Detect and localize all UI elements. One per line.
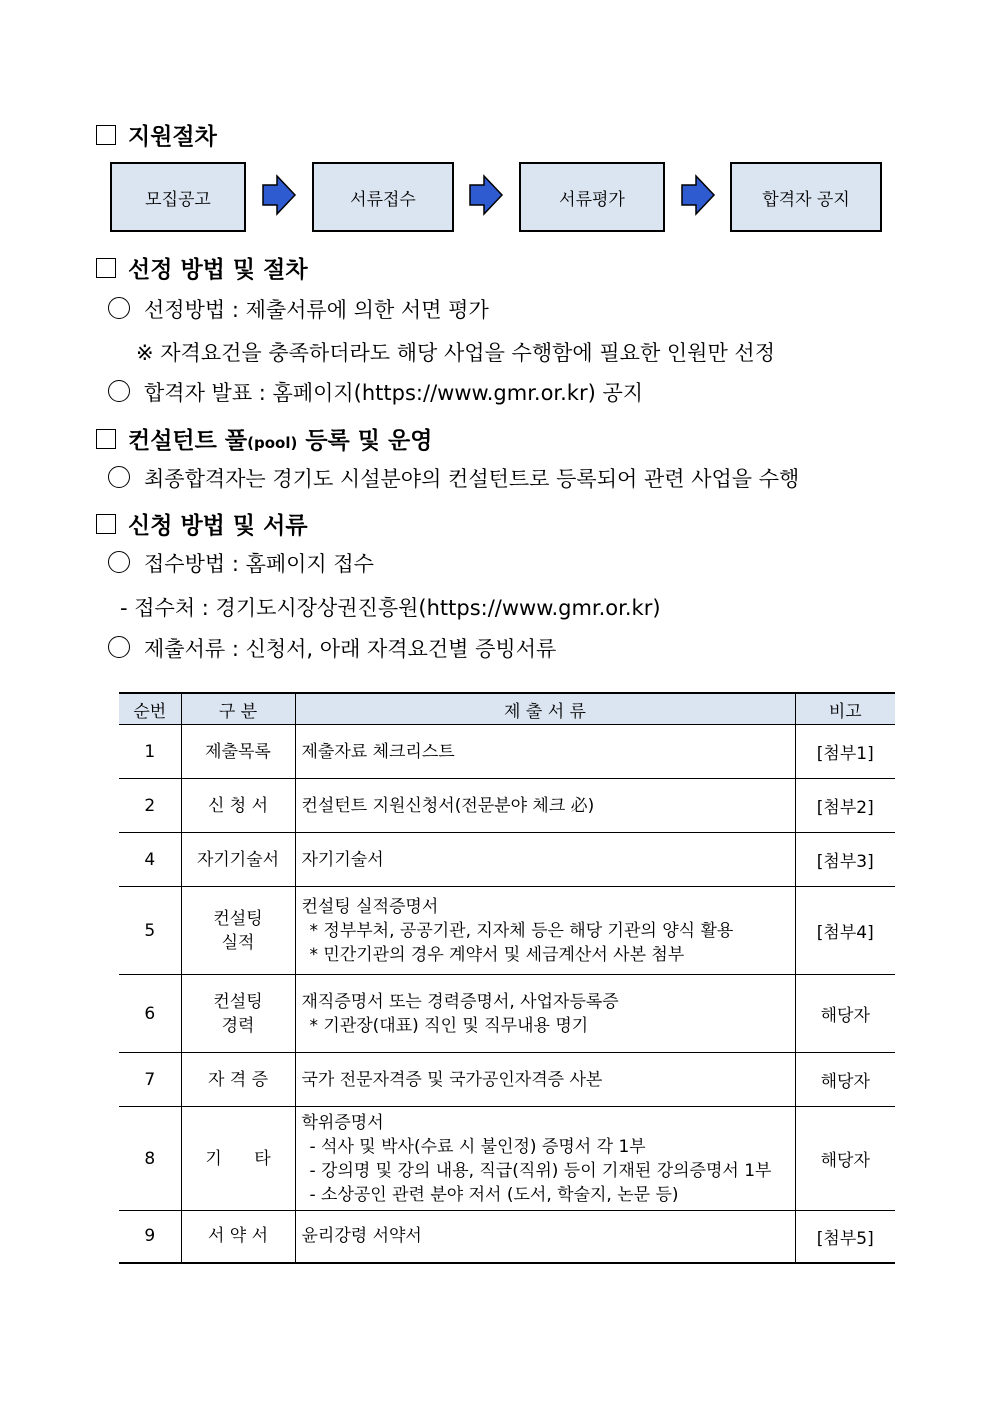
row-category bbox=[181, 779, 295, 833]
row-category bbox=[181, 1053, 295, 1107]
document-line: - 소상공인 관련 분야 저서 (도서, 학술지, 논문 등) bbox=[309, 1184, 679, 1205]
row-note: [첨부3] bbox=[795, 833, 895, 887]
row-note: 해당자 bbox=[795, 1053, 895, 1107]
table-row bbox=[119, 1053, 895, 1107]
flow-step-1 bbox=[110, 162, 246, 232]
document-line: 학위증명서 bbox=[301, 1112, 384, 1133]
row-number: 1 bbox=[119, 725, 181, 779]
row-number: 7 bbox=[119, 1053, 181, 1107]
category-line: 실적 bbox=[221, 932, 255, 953]
circle-bullet-icon bbox=[108, 466, 130, 488]
row-documents bbox=[295, 1211, 795, 1263]
selection-announce-text: 합격자 발표 : 홈페이지(https://www.gmr.or.kr) 공지 bbox=[144, 381, 644, 405]
section-heading-pool bbox=[96, 422, 432, 455]
row-category bbox=[181, 1107, 295, 1211]
table-header-row bbox=[119, 693, 895, 725]
row-documents bbox=[295, 975, 795, 1053]
apply-place bbox=[120, 592, 661, 622]
header-note: 비고 bbox=[795, 693, 895, 725]
row-category bbox=[181, 725, 295, 779]
header-documents: 제 출 서 류 bbox=[295, 693, 795, 725]
selection-method bbox=[108, 294, 489, 324]
document-line: 컨설팅 실적증명서 bbox=[301, 896, 439, 917]
row-number: 4 bbox=[119, 833, 181, 887]
apply-docs bbox=[108, 633, 556, 663]
section-heading-selection bbox=[96, 251, 308, 284]
document-line: 자기기술서 bbox=[301, 849, 384, 870]
flow-step-4 bbox=[730, 162, 882, 232]
header-no: 순번 bbox=[119, 693, 181, 725]
heading-text: 컨설턴트 풀 bbox=[128, 428, 248, 454]
category-line: 컨설팅 bbox=[213, 908, 263, 929]
category-line: 자기기술서 bbox=[196, 849, 280, 870]
row-category bbox=[181, 975, 295, 1053]
circle-bullet-icon bbox=[108, 297, 130, 319]
apply-method-text: 접수방법 : 홈페이지 접수 bbox=[144, 552, 374, 576]
row-documents bbox=[295, 887, 795, 975]
document-line: 재직증명서 또는 경력증명서, 사업자등록증 bbox=[301, 991, 619, 1012]
row-note: [첨부1] bbox=[795, 725, 895, 779]
category-line: 신 청 서 bbox=[207, 795, 269, 816]
row-note: [첨부5] bbox=[795, 1211, 895, 1263]
flow-step-label: 모집공고 bbox=[145, 189, 211, 210]
table-row bbox=[119, 1107, 895, 1211]
row-documents bbox=[295, 1053, 795, 1107]
category-line: 기 타 bbox=[205, 1148, 271, 1169]
document-line: 윤리강령 서약서 bbox=[301, 1226, 422, 1247]
category-line: 자 격 증 bbox=[207, 1069, 269, 1090]
row-number: 6 bbox=[119, 975, 181, 1053]
heading-text: 지원절차 bbox=[128, 124, 217, 150]
category-line: 경력 bbox=[221, 1015, 255, 1036]
flow-step-2 bbox=[312, 162, 454, 232]
row-note: 해당자 bbox=[795, 1107, 895, 1211]
section-heading-procedure bbox=[96, 118, 217, 151]
table-row bbox=[119, 725, 895, 779]
category-line: 제출목록 bbox=[205, 741, 271, 762]
row-number: 8 bbox=[119, 1107, 181, 1211]
row-documents bbox=[295, 1107, 795, 1211]
category-line: 컨설팅 bbox=[213, 991, 263, 1012]
header-category: 구 분 bbox=[181, 693, 295, 725]
table-row bbox=[119, 1211, 895, 1263]
checkbox-square-icon bbox=[96, 258, 116, 278]
row-documents bbox=[295, 779, 795, 833]
heading-text: 신청 방법 및 서류 bbox=[128, 513, 308, 539]
document-line: * 정부부처, 공공기관, 지자체 등은 해당 기관의 양식 활용 bbox=[309, 920, 734, 941]
pool-description bbox=[108, 463, 799, 493]
circle-bullet-icon bbox=[108, 636, 130, 658]
checkbox-square-icon bbox=[96, 514, 116, 534]
heading-small-text: (pool) bbox=[247, 434, 298, 452]
document-line: - 석사 및 박사(수료 시 불인정) 증명서 각 1부 bbox=[309, 1136, 646, 1157]
row-number: 5 bbox=[119, 887, 181, 975]
row-note: [첨부2] bbox=[795, 779, 895, 833]
document-line: * 민간기관의 경우 계약서 및 세금계산서 사본 첨부 bbox=[309, 944, 685, 965]
document-line: 컨설턴트 지원신청서(전문분야 체크 必) bbox=[301, 795, 595, 816]
checkbox-square-icon bbox=[96, 125, 116, 145]
selection-note-text: ※ 자격요건을 충족하더라도 해당 사업을 수행함에 필요한 인원만 선정 bbox=[136, 341, 776, 365]
row-category bbox=[181, 887, 295, 975]
row-category bbox=[181, 833, 295, 887]
document-line: 국가 전문자격증 및 국가공인자격증 사본 bbox=[301, 1069, 603, 1090]
flow-step-label: 서류평가 bbox=[559, 189, 625, 210]
selection-method-text: 선정방법 : 제출서류에 의한 서면 평가 bbox=[144, 298, 489, 322]
row-category bbox=[181, 1211, 295, 1263]
right-arrow-icon bbox=[261, 174, 297, 216]
flow-step-3 bbox=[519, 162, 665, 232]
right-arrow-icon bbox=[468, 174, 504, 216]
section-heading-apply bbox=[96, 507, 308, 540]
table-row bbox=[119, 887, 895, 975]
apply-method bbox=[108, 548, 374, 578]
circle-bullet-icon bbox=[108, 551, 130, 573]
pool-description-text: 최종합격자는 경기도 시설분야의 컨설턴트로 등록되어 관련 사업을 수행 bbox=[144, 467, 800, 491]
category-line: 서 약 서 bbox=[207, 1226, 269, 1247]
circle-bullet-icon bbox=[108, 380, 130, 402]
document-line: - 강의명 및 강의 내용, 직급(직위) 등이 기재된 강의증명서 1부 bbox=[309, 1160, 772, 1181]
row-note: [첨부4] bbox=[795, 887, 895, 975]
table-row bbox=[119, 975, 895, 1053]
heading-text-rest: 등록 및 운영 bbox=[297, 428, 433, 454]
apply-docs-text: 제출서류 : 신청서, 아래 자격요건별 증빙서류 bbox=[144, 637, 557, 661]
row-note: 해당자 bbox=[795, 975, 895, 1053]
selection-announce bbox=[108, 377, 643, 407]
table-row bbox=[119, 779, 895, 833]
row-documents bbox=[295, 833, 795, 887]
row-number: 2 bbox=[119, 779, 181, 833]
required-documents-table bbox=[119, 692, 895, 1264]
selection-note bbox=[136, 337, 775, 367]
flow-step-label: 서류접수 bbox=[350, 189, 416, 210]
right-arrow-icon bbox=[680, 174, 716, 216]
document-line: * 기관장(대표) 직인 및 직무내용 명기 bbox=[309, 1015, 589, 1036]
table-row bbox=[119, 833, 895, 887]
heading-text: 선정 방법 및 절차 bbox=[128, 257, 308, 283]
row-documents bbox=[295, 725, 795, 779]
apply-place-text: - 접수처 : 경기도시장상권진흥원(https://www.gmr.or.kr) bbox=[120, 596, 661, 620]
flow-step-label: 합격자 공지 bbox=[762, 189, 850, 210]
document-line: 제출자료 체크리스트 bbox=[301, 741, 455, 762]
checkbox-square-icon bbox=[96, 429, 116, 449]
row-number: 9 bbox=[119, 1211, 181, 1263]
